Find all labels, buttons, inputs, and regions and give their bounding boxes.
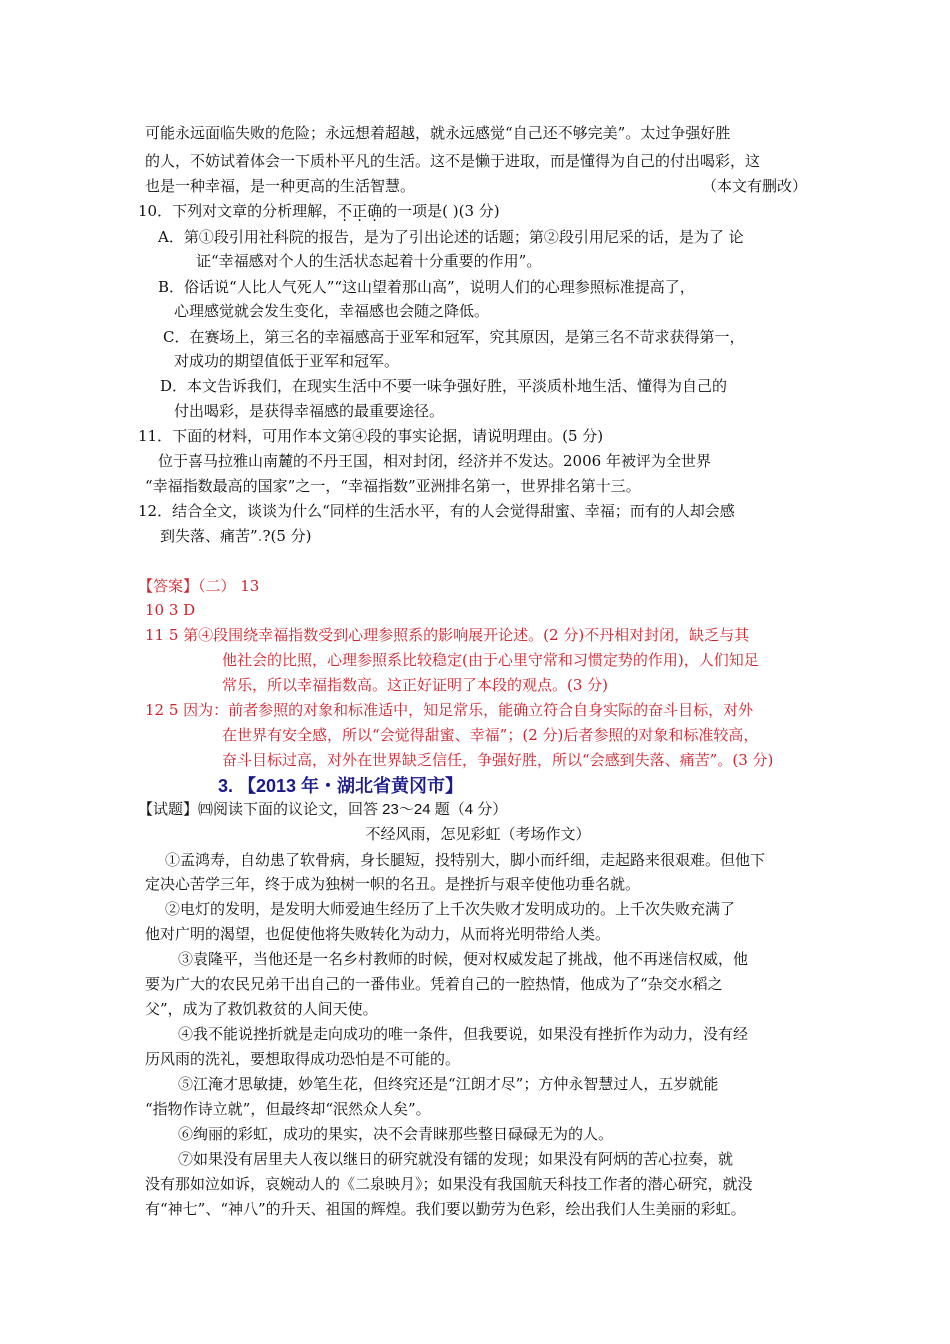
essay-line-6: 要为广大的农民兄弟干出自己的一番伟业。凭着自己的一腔热情，他成为了“杂交水稻之 [145,975,723,993]
essay-line-11: “指物作诗立就”，但最终却“泯然众人矣”。 [145,1100,431,1118]
essay-line-7: 父”，成为了救饥救贫的人间天使。 [145,1000,378,1018]
essay-line-10: ⑤江淹才思敏捷，妙笔生花，但终究还是“江朗才尽”；方仲永智慧过人，五岁就能 [178,1075,719,1093]
emphasis-dot-3: 确 [367,202,383,220]
q12-stem-dot: . [257,527,263,545]
answer-12-line-2: 在世界有安全感，所以“会觉得甜蜜、幸福”；(2 分)后者参照的对象和标准较高， [222,726,759,744]
q10-option-a-1: A．第①段引用社科院的报告，是为了引出论述的话题；第②段引用尼采的话，是为了 论 [158,228,744,246]
q10-stem-a: 10．下列对文章的分析理解， [138,202,338,220]
intro-note: （本文有删改） [701,177,807,195]
q10-stem [138,201,818,221]
q11-material-2: “幸福指数最高的国家”之一，“幸福指数”亚洲排名第一，世界排名第十三。 [145,477,641,495]
section-heading: 3. 【2013 年・湖北省黄冈市】 [218,776,464,796]
answer-11-line-3: 常乐，所以幸福指数高。这正好证明了本段的观点。(3 分) [222,676,609,694]
essay-line-5: ③袁隆平，当他还是一名乡村教师的时候，便对权威发起了挑战，他不再迷信权威，他 [178,950,749,968]
q10-option-a-2: 证“幸福感对个人的生活状态起着十分重要的作用”。 [196,252,542,270]
q10-option-c-1: C．在赛场上，第三名的幸福感高于亚军和冠军，究其原因，是第三名不苛求获得第一， [163,328,745,346]
intro-line-2: 的人，不妨试着体会一下质朴平凡的生活。这不是懒于进取，而是懂得为自己的付出喝彩，这 [145,152,761,170]
essay-line-2: 定决心苦学三年，终于成为独树一帜的名丑。是挫折与艰辛使他功垂名就。 [145,875,641,893]
essay-line-15: 有“神七”、“神八”的升天、祖国的辉煌。我们要以勤劳为色彩，绘出我们人生美丽的彩虹。 [145,1200,746,1218]
intro-line-3-text: 也是一种幸福，是一种更高的生活智慧。 [145,177,416,195]
q10-option-d-1: D．本文告诉我们，在现实生活中不要一味争强好胜，平淡质朴地生活、懂得为自己的 [160,377,728,395]
emphasis-dot-2: 正 [352,202,368,220]
answer-11-line-1: 11 5 第④段围绕幸福指数受到心理参照系的影响展开论述。(2 分)不丹相对封闭，缺乏与其 [145,626,750,644]
essay-line-12: ⑥绚丽的彩虹，成功的果实，决不会青睐那些整日碌碌无为的人。 [178,1125,614,1143]
trial-instruction: 【试题】㈣阅读下面的议论文，回答 23～24 题（4 分） [138,801,508,818]
essay-line-3: ②电灯的发明，是发明大师爱迪生经历了上千次失败才发明成功的。上千次失败充满了 [165,900,736,918]
q12-stem-2a: 到失落、痛苦” [160,527,258,545]
intro-line-3 [145,176,825,196]
q12-stem-1: 12．结合全文，谈谈为什么“同样的生活水平，有的人会觉得甜蜜、幸福；而有的人却会感 [138,502,735,520]
essay-line-1: ①孟鸿寿，自幼患了软骨病，身长腿短，投特别大，脚小而纤细，走起路来很艰难。但他下 [165,851,766,869]
q10-option-d-2: 付出喝彩，是获得幸福感的最重要途径。 [174,402,445,420]
essay-title: 不经风雨，怎见彩虹（考场作文） [365,825,591,843]
essay-line-9: 历风雨的洗礼，要想取得成功恐怕是不可能的。 [145,1050,461,1068]
answer-12-line-1: 12 5 因为：前者参照的对象和标准适中，知足常乐，能确立符合自身实际的奋斗目标，对外 [145,701,754,719]
essay-line-8: ④我不能说挫折就是走向成功的唯一条件，但我要说，如果没有挫折作为动力，没有经 [178,1025,749,1043]
intro-line-1: 可能永远面临失败的危险；永远想着超越，就永远感觉“自己还不够完美”。太过争强好胜 [145,124,731,142]
answer-heading: 【答案】（二） 13 [138,577,260,595]
essay-line-13: ⑦如果没有居里夫人夜以继日的研究就没有镭的发现；如果没有阿炳的苦心拉奏，就 [178,1150,734,1168]
q12-stem-2 [160,526,840,546]
answer-11-line-2: 他社会的比照，心理参照系比较稳定(由于心里守常和习惯定势的作用)，人们知足 [222,651,759,669]
q10-option-b-2: 心理感觉就会发生变化，幸福感也会随之降低。 [174,302,490,320]
q11-stem: 11．下面的材料，可用作本文第④段的事实论据，请说明理由。(5 分) [138,427,604,445]
q12-stem-2b: ?(5 分) [262,527,312,545]
essay-line-14: 没有那如泣如诉，哀婉动人的《二泉映月》；如果没有我国航天科技工作者的潜心研究，就没 [145,1175,753,1193]
q10-stem-b: 的一项是( )(3 分) [382,202,500,220]
q11-material-1: 位于喜马拉雅山南麓的不丹王国，相对封闭，经济并不发达。2006 年被评为全世界 [158,452,711,470]
essay-line-4: 他对广明的渴望，也促使他将失败转化为动力，从而将光明带给人类。 [145,925,611,943]
q10-option-b-1: B．俗话说“人比人气死人”“这山望着那山高”，说明人们的心理参照标准提高了， [158,278,695,296]
q10-option-c-2: 对成功的期望值低于亚军和冠军。 [174,352,400,370]
emphasis-dot-1: 不 [337,202,353,220]
answer-12-line-3: 奋斗目标过高，对外在世界缺乏信任，争强好胜，所以“会感到失落、痛苦”。(3 分) [222,751,774,769]
answer-10: 10 3 D [145,601,196,619]
